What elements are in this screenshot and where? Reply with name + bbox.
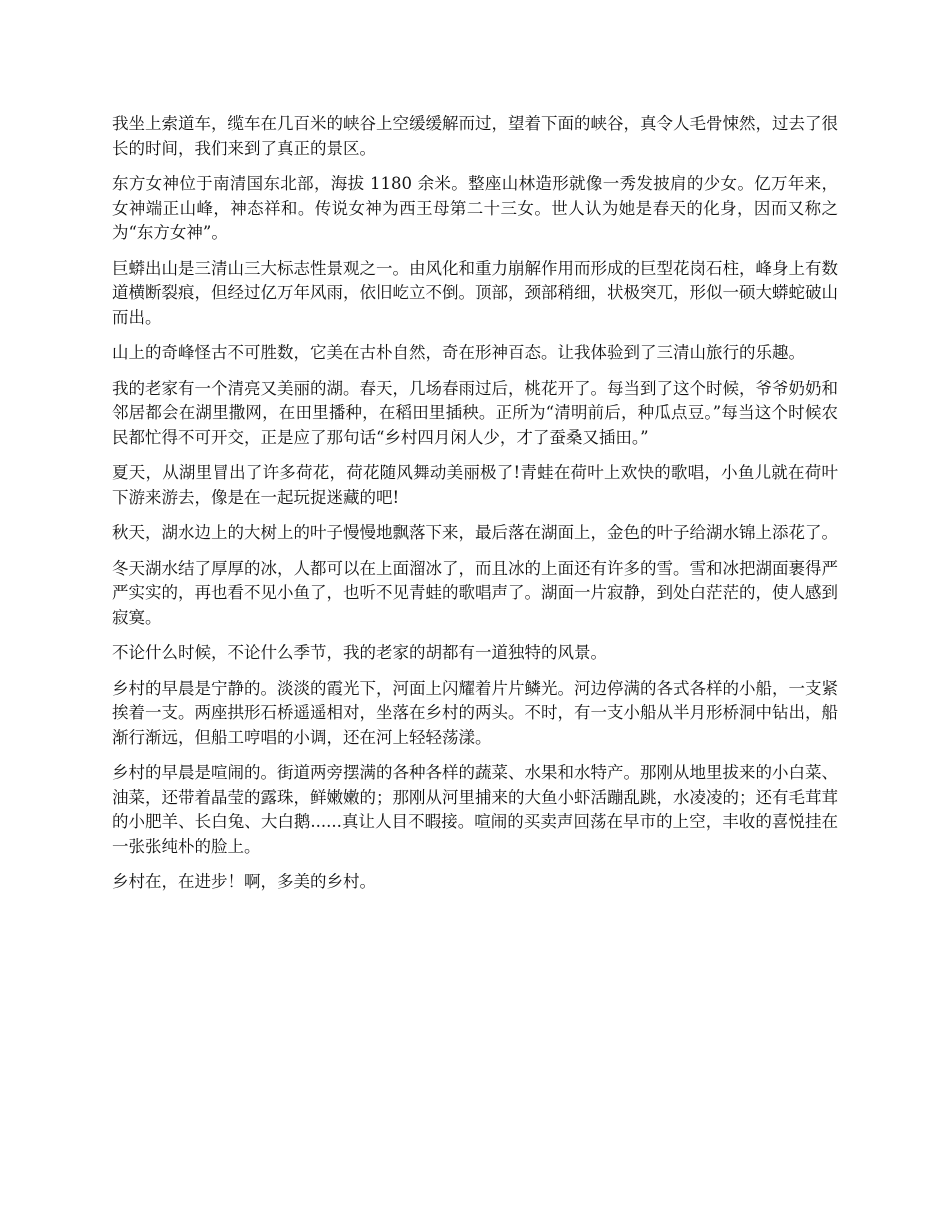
paragraph: 冬天湖水结了厚厚的冰，人都可以在上面溜冰了，而且冰的上面还有许多的雪。雪和冰把湖面裹得严严实实的，再也看不见小鱼了，也听不见青蛙的歌唱声了。湖面一片寂静，到处白茫茫的，使人感到寂寞。 [112, 558, 838, 627]
paragraph: 东方女神位于南清国东北部，海拔 1180 余米。整座山林造形就像一秀发披肩的少女。亿万年来，女神端正山峰，神态祥和。传说女神为西王母第二十三女。世人认为她是春天的化身，因而又称之为“东方女神”。 [112, 174, 838, 242]
paragraph: 乡村的早晨是喧闹的。街道两旁摆满的各种各样的蔬菜、水果和水特产。那刚从地里拔来的小白菜、油菜，还带着晶莹的露珠，鲜嫩嫩的；那刚从河里捕来的大鱼小虾活蹦乱跳，水凌凌的；还有毛茸茸的小肥羊、长白兔、大白鹅......真让人目不暇接。喧闹的买卖声回荡在早市的上空，丰收的喜悦挂在一张张纯朴的脸上。 [112, 763, 838, 856]
paragraph: 秋天，湖水边上的大树上的叶子慢慢地飘落下来，最后落在湖面上，金色的叶子给湖水锦上添花了。 [112, 523, 838, 542]
paragraph: 乡村的早晨是宁静的。淡淡的霞光下，河面上闪耀着片片鳞光。河边停满的各式各样的小船，一支紧挨着一支。两座拱形石桥遥遥相对，坐落在乡村的两头。不时，有一支小船从半月形桥洞中钻出，船渐行渐远，但船工哼唱的小调，还在河上轻轻荡漾。 [112, 678, 838, 747]
document-body [112, 112, 838, 906]
paragraph: 我坐上索道车，缆车在几百米的峡谷上空缓缓解而过，望着下面的峡谷，真令人毛骨悚然，过去了很长的时间，我们来到了真正的景区。 [112, 114, 838, 158]
paragraph: 山上的奇峰怪古不可胜数，它美在古朴自然，奇在形神百态。让我体验到了三清山旅行的乐趣。 [112, 343, 805, 362]
paragraph: 巨蟒出山是三清山三大标志性景观之一。由风化和重力崩解作用而形成的巨型花岗石柱，峰身上有数道横断裂痕，但经过亿万年风雨，依旧屹立不倒。顶部，颈部稍细，状极突兀，形似一硕大蟒蛇破山而出。 [112, 258, 838, 327]
paragraph: 我的老家有一个清亮又美丽的湖。春天，几场春雨过后，桃花开了。每当到了这个时候，爷爷奶奶和邻居都会在湖里撒网，在田里播种，在稻田里插秧。正所为“清明前后，种瓜点豆。”每当这个时候农民都忙得不可开交，正是应了那句话“乡村四月闲人少，才了蚕桑又插田。” [112, 378, 838, 447]
paragraph: 不论什么时候，不论什么季节，我的老家的胡都有一道独特的风景。 [112, 643, 607, 662]
paragraph: 夏天，从湖里冒出了许多荷花，荷花随风舞动美丽极了!青蛙在荷叶上欢快的歌唱，小鱼儿就在荷叶下游来游去，像是在一起玩捉迷藏的吧! [112, 463, 838, 507]
paragraph: 乡村在，在进步！啊，多美的乡村。 [112, 872, 376, 891]
